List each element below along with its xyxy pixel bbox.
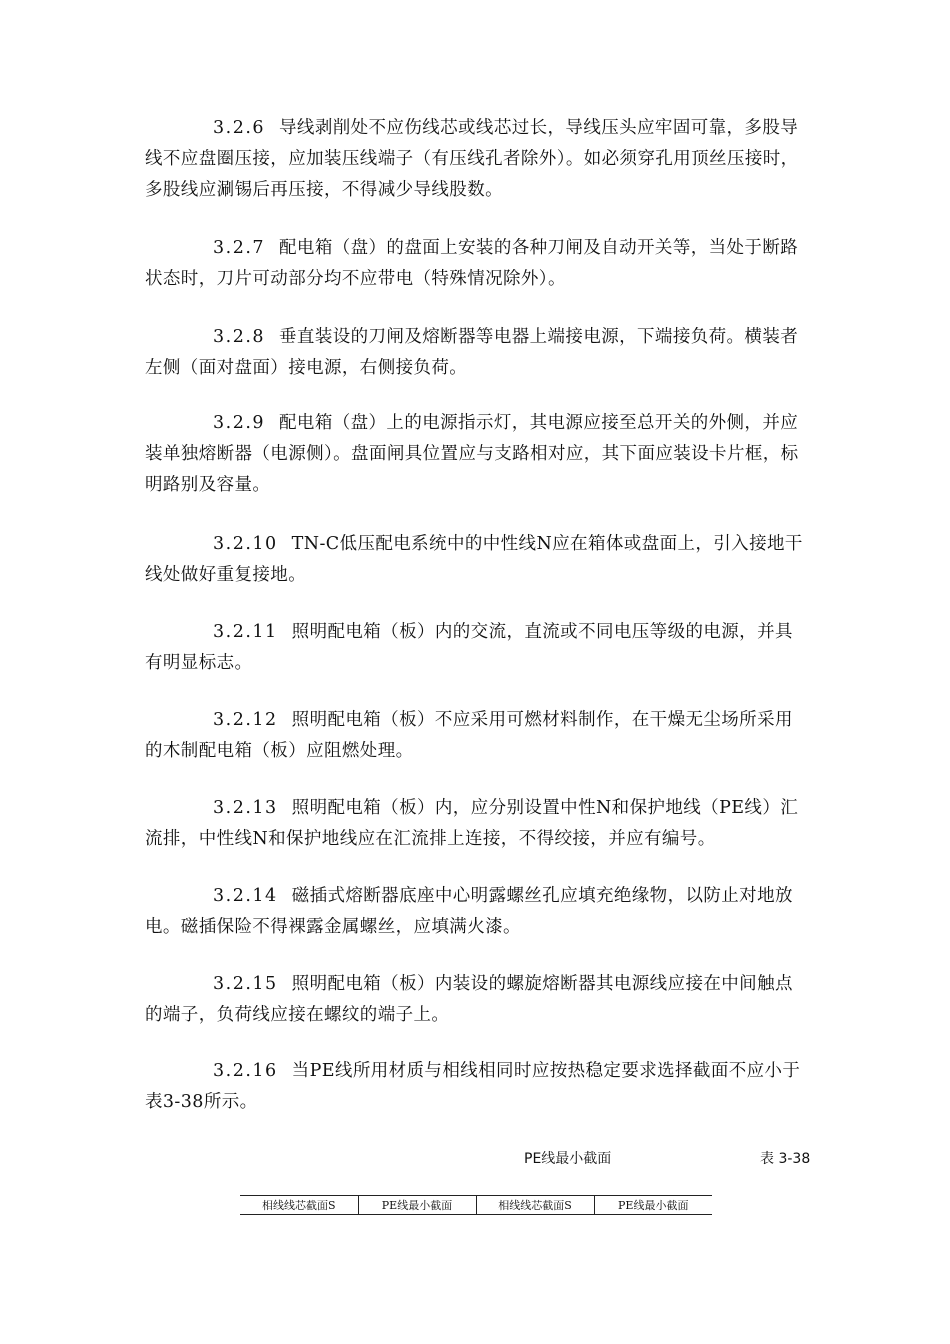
paragraph-3-2-11 bbox=[145, 617, 807, 679]
clause-text: 导线剥削处不应伤线芯或线芯过长，导线压头应牢固可靠，多股导线不应盘圈压接，应加装压线端子（有压线孔者除外）。如必须穿孔用顶丝压接时，多股线应涮锡后再压接，不得减少导线股数。 bbox=[145, 118, 799, 200]
clause-number: 3.2.8 bbox=[213, 327, 266, 347]
clause-text: 配电箱（盘）的盘面上安装的各种刀闸及自动开关等，当处于断路状态时，刀片可动部分均不应带电（特殊情况除外）。 bbox=[145, 238, 799, 289]
table-header-cell: PE线最小截面 bbox=[358, 1196, 476, 1215]
clause-text: TN-C低压配电系统中的中性线N应在箱体或盘面上，引入接地干线处做好重复接地。 bbox=[145, 534, 803, 585]
clause-text: 垂直装设的刀闸及熔断器等电器上端接电源，下端接负荷。横装者左侧（面对盘面）接电源，右侧接负荷。 bbox=[145, 327, 799, 378]
clause-text: 照明配电箱（板）不应采用可燃材料制作，在干燥无尘场所采用的木制配电箱（板）应阻燃处理。 bbox=[145, 710, 793, 761]
paragraph-3-2-8 bbox=[145, 322, 807, 384]
paragraph-3-2-12 bbox=[145, 705, 807, 767]
clause-text: 配电箱（盘）上的电源指示灯，其电源应接至总开关的外侧，并应装单独熔断器（电源侧）。盘面闸具位置应与支路相对应，其下面应装设卡片框，标明路别及容量。 bbox=[145, 413, 799, 495]
paragraph-3-2-13 bbox=[145, 793, 807, 855]
paragraph-3-2-10 bbox=[145, 529, 807, 591]
table-header-cell: 相线线芯截面S bbox=[476, 1196, 594, 1215]
clause-number: 3.2.9 bbox=[213, 413, 266, 433]
clause-number: 3.2.12 bbox=[213, 710, 278, 730]
clause-number: 3.2.7 bbox=[213, 238, 266, 258]
clause-number: 3.2.6 bbox=[213, 118, 266, 138]
paragraph-3-2-16 bbox=[145, 1056, 807, 1118]
clause-number: 3.2.10 bbox=[213, 534, 278, 554]
clause-number: 3.2.14 bbox=[213, 886, 278, 906]
table-header-cell: PE线最小截面 bbox=[594, 1196, 712, 1215]
clause-number: 3.2.13 bbox=[213, 798, 278, 818]
clause-text: 当PE线所用材质与相线相同时应按热稳定要求选择截面不应小于表3-38所示。 bbox=[145, 1061, 801, 1112]
paragraph-3-2-15 bbox=[145, 969, 807, 1031]
clause-number: 3.2.15 bbox=[213, 974, 278, 994]
clause-text: 照明配电箱（板）内的交流，直流或不同电压等级的电源，并具有明显标志。 bbox=[145, 622, 793, 673]
table-header-cell: 相线线芯截面S bbox=[240, 1196, 358, 1215]
paragraph-3-2-6 bbox=[145, 113, 807, 206]
clause-text: 照明配电箱（板）内装设的螺旋熔断器其电源线应接在中间触点的端子，负荷线应接在螺纹的端子上。 bbox=[145, 974, 793, 1025]
clause-text: 磁插式熔断器底座中心明露螺丝孔应填充绝缘物，以防止对地放电。磁插保险不得裸露金属螺丝，应填满火漆。 bbox=[145, 886, 793, 937]
table-caption: PE线最小截面 bbox=[524, 1151, 612, 1167]
paragraph-3-2-14 bbox=[145, 881, 807, 943]
pe-min-section-table bbox=[240, 1195, 712, 1215]
paragraph-3-2-7 bbox=[145, 233, 807, 295]
table-number: 表 3-38 bbox=[760, 1151, 811, 1167]
clause-number: 3.2.16 bbox=[213, 1061, 278, 1081]
clause-text: 照明配电箱（板）内，应分别设置中性N和保护地线（PE线）汇流排，中性线N和保护地线应在汇流排上连接，不得绞接，并应有编号。 bbox=[145, 798, 799, 849]
table-header-row bbox=[240, 1196, 712, 1215]
clause-number: 3.2.11 bbox=[213, 622, 278, 642]
paragraph-3-2-9 bbox=[145, 408, 807, 501]
